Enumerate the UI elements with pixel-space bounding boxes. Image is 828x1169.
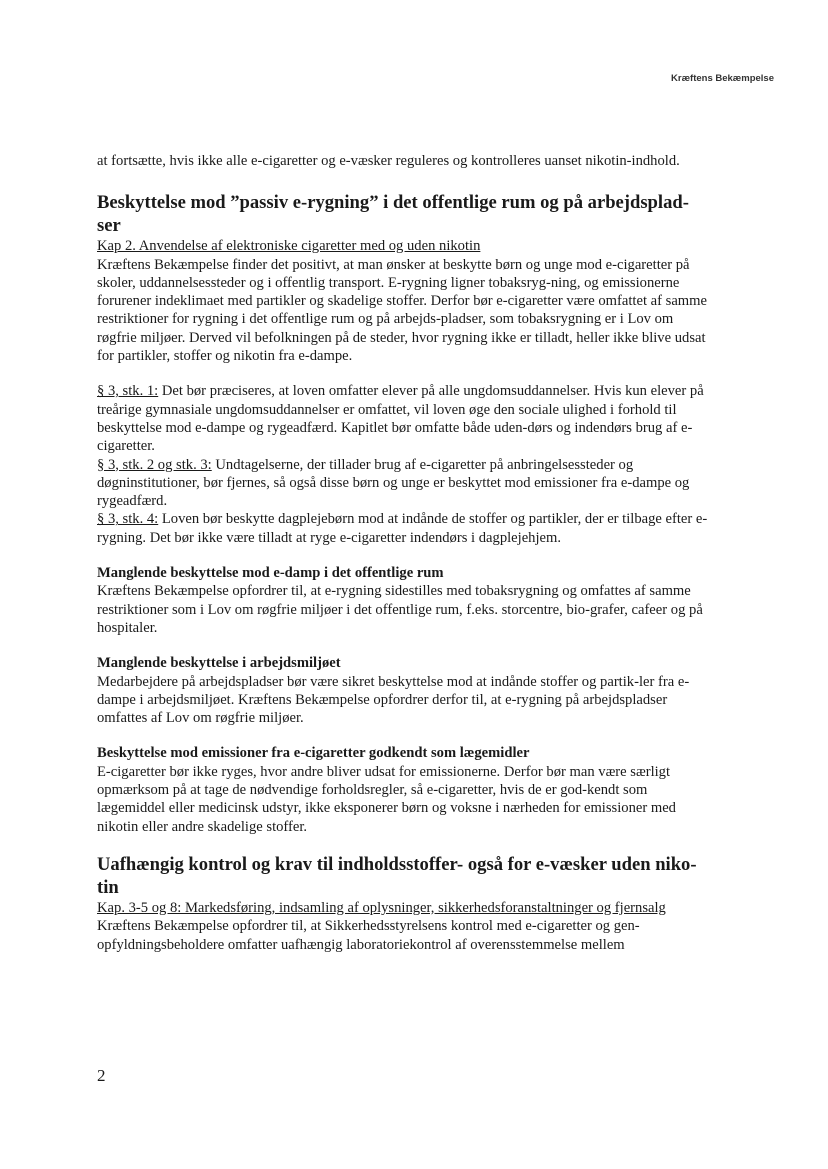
section-paragraph: Kræftens Bekæmpelse finder det positivt, at man ønsker at beskytte børn og unge mod e-cigaretter på skoler, uddannelsessteder og i offentlig transport. E-rygning ligner tobaksryg-ning, og emissionerne forurener indeklimaet med partikler og skadelige stoffer. Derfor bør e-cigaretter være omfattet af samme restriktioner for rygning i det offentlige rum og på arbejds-pladser, som tobaksrygning er i Lov om røgfrie miljøer. Derved vil befolkningen på de steder, hvor rygning ikke er tilladt, heller ikke blive udsat for partikler, stoffer og nikotin fra e-dampe. xyxy=(97,256,707,365)
chapter-reference: Kap 2. Anvendelse af elektroniske cigaretter med og uden nikotin xyxy=(97,238,481,255)
intro-paragraph: at fortsætte, hvis ikke alle e-cigaretter og e-væsker reguleres og kontrolleres uanset nikotin-indhold. xyxy=(97,153,680,169)
subsection-paragraph: Kræftens Bekæmpelse opfordrer til, at e-rygning sidestilles med tobaksrygning og omfattes af samme restriktioner som i Lov om røgfrie miljøer i det offentlige rum, f.eks. storcentre, bio-grafer, cafeer og på hospitaler. xyxy=(97,583,703,636)
section-heading-independent-control: Uafhængig kontrol og krav til indholdsstoffer- også for e-væsker uden niko-tin xyxy=(97,853,697,898)
paragraph-item-2 xyxy=(97,456,709,511)
subsection-paragraph: E-cigaretter bør ikke ryges, hvor andre bliver udsat for emissionerne. Derfor bør man være særligt opmærksom på at tage de nødvendige forholdsregler, så e-cigaretter, hvis de er god-kendt som lægemiddel eller medicinsk udstyr, ikke eksponerer børn og voksne i nærheden for emissioner med nikotin eller andre skadelige stoffer. xyxy=(97,763,676,835)
paragraph-item-3 xyxy=(97,510,709,547)
section-heading-passive-vaping: Beskyttelse mod ”passiv e-rygning” i det offentlige rum og på arbejdsplad-ser xyxy=(97,192,689,237)
subheading-work-environment: Manglende beskyttelse i arbejdsmiljøet xyxy=(97,655,341,672)
chapter-reference: Kap. 3-5 og 8: Markedsføring, indsamling af oplysninger, sikkerhedsforanstaltninger og fjernsalg xyxy=(97,899,666,916)
section-paragraph: Kræftens Bekæmpelse opfordrer til, at Sikkerhedsstyrelsens kontrol med e-cigaretter og gen-opfyldningsbeholdere omfatter uafhængig laboratoriekontrol af overensstemmelse mellem xyxy=(97,918,640,953)
paragraph-item-1 xyxy=(97,382,709,455)
paragraph-reference: § 3, stk. 2 og stk. 3: xyxy=(97,456,212,473)
paragraph-text: Det bør præciseres, at loven omfatter elever på alle ungdomsuddannelser. Hvis kun elever på treårige gymnasiale ungdomsuddannelser er omfattet, vil loven øge den sociale ulighed i forhold til beskyttelse mod e-dampe og rygeadfærd. Kapitlet bør omfatte både uden-dørs og indendørs brug af e-cigaretter. xyxy=(97,383,704,455)
paragraph-reference: § 3, stk. 4: xyxy=(97,511,159,528)
subsection-paragraph: Medarbejdere på arbejdspladser bør være sikret beskyttelse mod at indånde stoffer og partik-ler fra e-dampe i arbejdsmiljøet. Kræftens Bekæmpelse opfordrer derfor til, at e-rygning på arbejdspladser omfattes af Lov om røgfrie miljøer. xyxy=(97,673,690,727)
paragraph-reference: § 3, stk. 1: xyxy=(97,383,159,400)
subheading-public-spaces: Manglende beskyttelse mod e-damp i det offentlige rum xyxy=(97,565,444,582)
paragraph-text: Loven bør beskytte dagplejebørn mod at indånde de stoffer og partikler, der er tilbage efter e-rygning. Det bør ikke være tilladt at ryge e-cigaretter indendørs i dagplejehjem. xyxy=(97,511,708,546)
paragraph-text: Undtagelserne, der tillader brug af e-cigaretter på anbringelsessteder og døgninstitutioner, bør fjernes, så også disse børn og unge er beskyttet mod emissioner fra e-dampe og rygeadfærd. xyxy=(97,456,690,510)
page-number: 2 xyxy=(97,1066,106,1085)
document-body xyxy=(97,152,709,954)
subheading-medicinal-emissions: Beskyttelse mod emissioner fra e-cigaretter godkendt som lægemidler xyxy=(97,745,530,762)
organization-header: Kræftens Bekæmpelse xyxy=(671,73,774,84)
